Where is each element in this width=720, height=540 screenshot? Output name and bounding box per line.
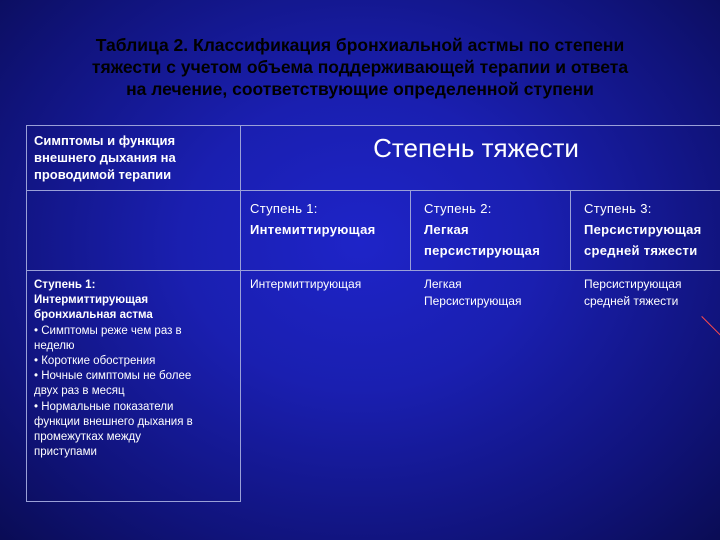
row-1-step-1-line-1: Интермиттирующая (250, 277, 362, 291)
title-line-3: на лечение, соответствующие определенной ступени (126, 79, 594, 99)
step-3-name-line-2: средней тяжести (584, 243, 698, 258)
row-1-description (34, 278, 234, 460)
decorative-red-line (701, 316, 720, 338)
header-symptoms-line-2: внешнего дыхания на (34, 150, 176, 165)
step-2-name-line-2: персистирующая (424, 243, 541, 258)
row-1-step-3-line-1: Персистирующая (584, 277, 682, 291)
slide-title (20, 34, 700, 100)
bullet-1-line-1: • Симптомы реже чем раз в (34, 324, 182, 337)
table-border-left (26, 125, 27, 502)
title-line-1: Таблица 2. Классификация бронхиальной астмы по степени (95, 35, 625, 55)
table-divider-col1 (240, 125, 241, 502)
table-border-top (26, 125, 720, 126)
step-3-header (584, 198, 720, 261)
table-divider-col2 (410, 190, 411, 270)
row-1-title-line-1: Ступень 1: (34, 279, 96, 291)
table-border-bottom (26, 501, 240, 502)
bullet-4-line-3: промежутках между (34, 431, 141, 444)
bullet-3-line-2: двух раз в месяц (34, 385, 125, 398)
table-divider-steps (26, 270, 720, 271)
row-1-step-2-line-1: Легкая (424, 277, 462, 291)
step-1-label: Ступень 1: (250, 201, 318, 216)
row-1-title-line-2: Интермиттирующая (34, 294, 149, 307)
step-1-header (250, 198, 408, 240)
row-1-step-1-cell (250, 276, 408, 293)
step-2-label: Ступень 2: (424, 201, 492, 216)
step-1-name: Интемиттирующая (250, 222, 376, 237)
row-1-step-3-line-2: средней тяжести (584, 294, 679, 308)
step-3-name-line-1: Персистирующая (584, 222, 702, 237)
row-1-step-2-cell (424, 276, 568, 310)
bullet-4-line-1: • Нормальные показатели (34, 400, 174, 413)
row-1-step-2-line-2: Персистирующая (424, 294, 522, 308)
header-symptoms (34, 132, 234, 183)
bullet-2: • Короткие обострения (34, 355, 156, 368)
table-divider-header (26, 190, 720, 191)
title-line-2: тяжести с учетом объема поддерживающей терапии и ответа (91, 57, 629, 77)
header-symptoms-line-3: проводимой терапии (34, 167, 172, 182)
bullet-4-line-4: приступами (34, 446, 97, 459)
header-symptoms-line-1: Симптомы и функция (34, 133, 176, 148)
row-1-step-3-cell (584, 276, 720, 310)
header-severity: Степень тяжести (373, 133, 579, 163)
step-2-header (424, 198, 568, 261)
bullet-4-line-2: функции внешнего дыхания в (34, 415, 193, 428)
bullet-3-line-1: • Ночные симптомы не более (34, 370, 192, 383)
row-1-title-line-3: бронхиальная астма (34, 309, 153, 322)
step-3-label: Ступень 3: (584, 201, 652, 216)
bullet-1-line-2: неделю (34, 339, 75, 352)
step-2-name-line-1: Легкая (424, 222, 469, 237)
table-divider-col3 (570, 190, 571, 270)
